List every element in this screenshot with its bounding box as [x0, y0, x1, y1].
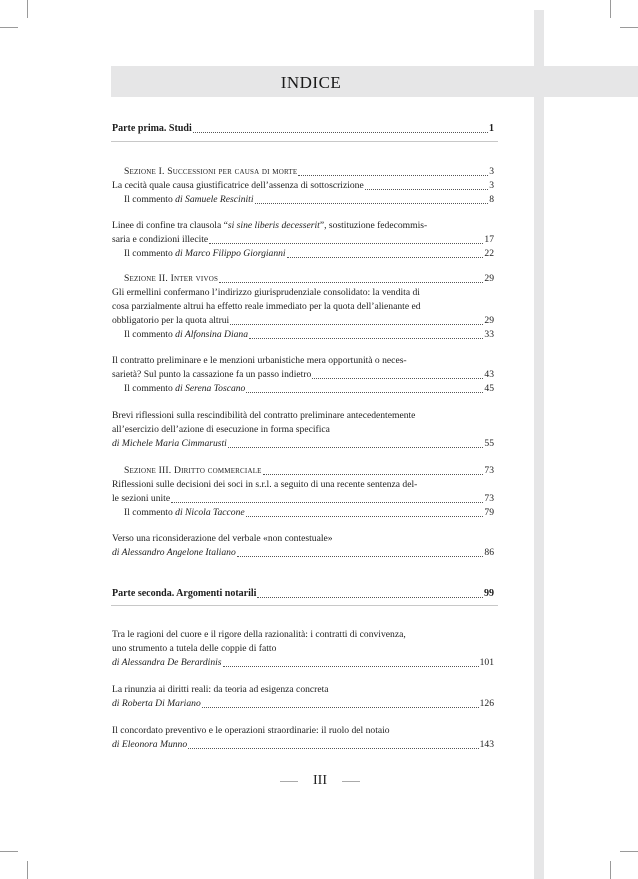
toc-comment-entry[interactable] — [124, 329, 494, 341]
page-number: 99 — [484, 588, 494, 599]
entry-title-line: Brevi riflessioni sulla rescindibilità del contratto preliminare antecedentemente — [112, 410, 416, 421]
leader-dots — [230, 324, 483, 325]
leader-dots — [219, 282, 483, 283]
part-title: Parte prima. Studi — [112, 123, 192, 134]
entry-title-line: Gli ermellini confermano l’indirizzo giurisprudenziale consolidato: la vendita di — [112, 287, 420, 298]
crop-mark — [610, 861, 611, 879]
leader-dots — [223, 666, 479, 667]
leader-dots — [237, 556, 484, 557]
entry-author: di Alessandra De Berardinis — [112, 657, 222, 668]
leader-dots — [255, 203, 489, 204]
leader-dots — [263, 474, 484, 475]
page-number: 126 — [479, 698, 494, 709]
toc-entry[interactable] — [112, 438, 494, 450]
entry-title-line: all’esercizio dell’azione di esecuzione in forma specifica — [112, 424, 330, 435]
leader-dots — [287, 257, 484, 258]
entry-title: saria e condizioni illecite — [112, 234, 209, 245]
footer-page-number: III — [313, 773, 327, 788]
toc-entry[interactable] — [112, 493, 494, 505]
footer-dash — [342, 781, 360, 782]
leader-dots — [209, 243, 483, 244]
divider — [111, 141, 498, 142]
comment-label: Il commento — [124, 329, 173, 340]
toc-comment-entry[interactable] — [124, 194, 494, 206]
leader-dots — [257, 597, 483, 598]
comment-label: Il commento — [124, 507, 173, 518]
crop-mark — [610, 0, 611, 18]
entry-title-line: Riflessioni sulle decisioni dei soci in s.r.l. a seguito di una recente sentenza del- — [112, 479, 418, 490]
entry-author: di Roberta Di Mariano — [112, 698, 201, 709]
page-number: 43 — [484, 369, 494, 380]
comment-label: Il commento — [124, 194, 173, 205]
page-title: INDICE — [280, 73, 342, 92]
entry-author: di Michele Maria Cimmarusti — [112, 438, 227, 449]
toc-entry[interactable] — [112, 547, 494, 559]
leader-dots — [246, 516, 484, 517]
toc-comment-entry[interactable] — [124, 248, 494, 260]
leader-dots — [365, 189, 488, 190]
leader-dots — [202, 707, 479, 708]
entry-title: sarietà? Sul punto la cassazione fa un passo indietro — [112, 369, 312, 380]
divider — [111, 605, 498, 606]
leader-dots — [193, 132, 488, 133]
toc-section-entry[interactable] — [124, 273, 494, 285]
entry-title-line: La rinunzia ai diritti reali: da teoria ad esigenza concreta — [112, 684, 329, 695]
part-title: Parte seconda. Argomenti notarili — [112, 588, 257, 599]
leader-dots — [298, 175, 488, 176]
entry-title-line: cosa parzialmente altrui ha effetto reale immediato per la quota dell’alienante ed — [112, 301, 421, 312]
comment-author: di Serena Toscano — [175, 383, 246, 394]
toc-part-entry[interactable] — [112, 123, 494, 135]
entry-title-line: uno strumento a tutela delle coppie di fatto — [112, 643, 277, 654]
leader-dots — [249, 338, 483, 339]
leader-dots — [228, 447, 484, 448]
entry-title: le sezioni unite — [112, 493, 171, 504]
page-footer — [280, 772, 360, 792]
entry-title: obbligatorio per la quota altrui — [112, 315, 230, 326]
toc-entry[interactable] — [112, 234, 494, 246]
toc-entry[interactable] — [112, 739, 494, 751]
comment-author: di Nicola Taccone — [175, 507, 245, 518]
page-edge-band — [534, 10, 544, 879]
entry-title-line: Il contratto preliminare e le menzioni urbanistiche mera opportunità o neces- — [112, 355, 407, 366]
crop-mark — [27, 861, 28, 879]
page-number: 22 — [484, 248, 494, 259]
leader-dots — [312, 378, 483, 379]
entry-title: La cecità quale causa giustificatrice dell’assenza di sottoscrizione — [112, 180, 364, 191]
entry-author: di Eleonora Munno — [112, 739, 188, 750]
page-number: 143 — [479, 739, 494, 750]
entry-title-line: Il concordato preventivo e le operazioni straordinarie: il ruolo del notaio — [112, 725, 390, 736]
toc-comment-entry[interactable] — [124, 383, 494, 395]
comment-author: di Alfonsina Diana — [175, 329, 249, 340]
page-number: 73 — [484, 465, 494, 476]
entry-author: di Alessandro Angelone Italiano — [112, 547, 236, 558]
leader-dots — [171, 502, 483, 503]
crop-mark — [0, 851, 18, 852]
crop-mark — [27, 0, 28, 18]
toc-part-entry[interactable] — [112, 588, 494, 600]
toc-entry[interactable] — [112, 180, 494, 192]
entry-title-line: Verso una riconsiderazione del verbale «non contestuale» — [112, 533, 333, 544]
latin-clause: si sine liberis decesserit — [227, 220, 320, 231]
entry-title-line: Tra le ragioni del cuore e il rigore della razionalità: i contratti di convivenza, — [112, 629, 406, 640]
section-label: Sezione II. Inter vivos — [124, 273, 219, 284]
page-number: 29 — [484, 315, 494, 326]
page-number: 79 — [484, 507, 494, 518]
comment-author: di Samuele Resciniti — [175, 194, 254, 205]
section-label: Sezione III. Diritto commerciale — [124, 465, 262, 476]
toc-entry[interactable] — [112, 698, 494, 710]
comment-author: di Marco Filippo Giorgianni — [175, 248, 286, 259]
leader-dots — [246, 392, 483, 393]
toc-entry[interactable] — [112, 657, 494, 669]
toc-entry[interactable] — [112, 315, 494, 327]
page-number: 33 — [484, 329, 494, 340]
comment-label: Il commento — [124, 248, 173, 259]
section-label: Sezione I. Successioni per causa di morte — [124, 166, 298, 177]
page-number: 29 — [484, 273, 494, 284]
page-number: 3 — [489, 180, 494, 191]
leader-dots — [188, 748, 478, 749]
page-number: 3 — [489, 166, 494, 177]
comment-label: Il commento — [124, 383, 173, 394]
entry-title-line: Linee di confine tra clausola “si sine liberis decesserit”, sostituzione fedecommis- — [112, 220, 428, 231]
page-number: 86 — [484, 547, 494, 558]
page-number: 45 — [484, 383, 494, 394]
crop-mark — [620, 27, 638, 28]
toc-entry[interactable] — [112, 369, 494, 381]
toc-comment-entry[interactable] — [124, 507, 494, 519]
page-number: 1 — [489, 123, 494, 134]
toc-section-entry[interactable] — [124, 465, 494, 477]
crop-mark — [0, 27, 18, 28]
page-number: 17 — [484, 234, 494, 245]
page-number: 101 — [479, 657, 494, 668]
crop-mark — [620, 851, 638, 852]
page-number: 55 — [484, 438, 494, 449]
toc-section-entry[interactable] — [124, 166, 494, 178]
page-number: 73 — [484, 493, 494, 504]
page-number: 8 — [489, 194, 494, 205]
